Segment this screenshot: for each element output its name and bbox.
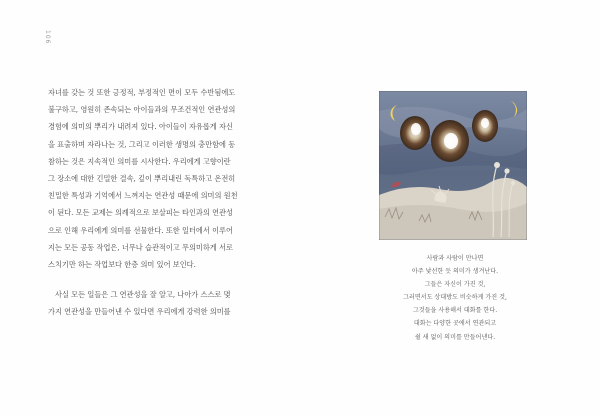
text-line: 으로 인해 우리에게 의미를 선물한다. 또한 일터에서 이루어 bbox=[48, 225, 233, 235]
body-text bbox=[48, 84, 260, 334]
poem-line: 그것들을 사용해서 대화를 한다. bbox=[412, 307, 498, 315]
text-line: 이 된다. 모든 교제는 의례적으로 보살피는 타인과의 연관성 bbox=[48, 208, 233, 218]
painting-illustration bbox=[379, 91, 527, 240]
poem-line: 그들은 자신이 가진 것, bbox=[424, 281, 486, 289]
text-line: 지는 모든 공동 작업은, 너무나 습관적이고 무의미하게 서로 bbox=[48, 242, 233, 252]
poem-line: 아주 낯선한 듯 의미가 생겨난다. bbox=[411, 268, 499, 276]
poem-line: 쉴 새 없이 의미를 만들어낸다. bbox=[414, 333, 496, 341]
text-line: 을 표출하며 자라나는 것, 그리고 이러한 생명의 충만함에 동 bbox=[48, 139, 236, 149]
text-line: 경험에 의미의 뿌리가 내려져 있다. 아이들이 자유롭게 자신 bbox=[48, 122, 233, 132]
poem-line: 사람과 사람이 만나면 bbox=[426, 255, 484, 262]
text-line: 스치기만 하는 작업보다 한층 의미 있어 보인다. bbox=[48, 260, 196, 270]
text-line: 참하는 것은 지속적인 의미를 시사한다. 우리에게 고향이란 bbox=[48, 156, 231, 166]
text-line: 그 장소에 대한 긴밀한 결속, 깊이 뿌리내린 독특하고 온전히 bbox=[48, 174, 236, 184]
poem-line: 대화는 다양한 곳에서 연관되고 bbox=[413, 320, 497, 328]
paragraph-2 bbox=[48, 286, 260, 320]
poem-caption bbox=[360, 252, 550, 344]
paragraph-1 bbox=[48, 84, 260, 273]
painting-image bbox=[379, 91, 527, 240]
poem-line: 그러면서도 상대방도 비슷하게 가진 것, bbox=[403, 294, 507, 302]
text-line: 친밀한 특성과 기억에서 느껴지는 연관성 때문에 의미의 원천 bbox=[48, 191, 238, 201]
text-line: 사실 모든 일들은 그 연관성을 잘 알고, 나아가 스스로 몇 bbox=[55, 290, 231, 300]
page-number: 106 bbox=[44, 30, 51, 45]
text-line: 가지 연관성을 만들어낸 수 있다면 우리에게 강력한 의미를 bbox=[48, 307, 231, 317]
text-line: 자녀를 갖는 것 또한 긍정적, 부정적인 면이 모두 수반됨에도 bbox=[48, 88, 236, 97]
text-line: 불구하고, 영원히 존속되는 아이들과의 무조건적인 연관성의 bbox=[48, 105, 236, 115]
